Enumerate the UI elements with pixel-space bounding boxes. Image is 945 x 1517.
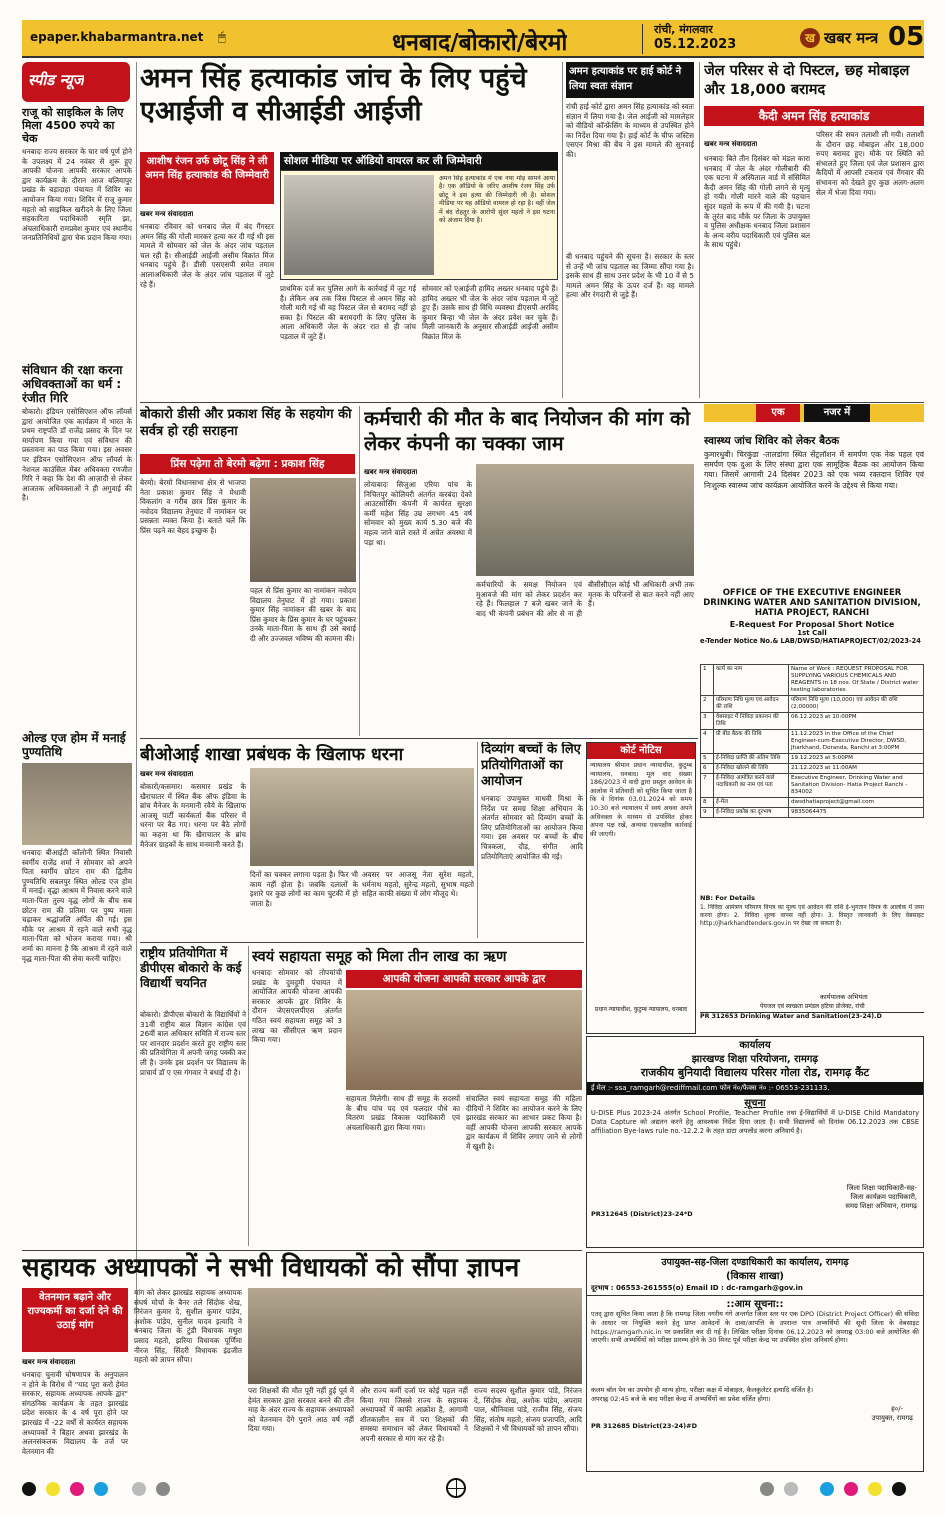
tender-office: DRINKING WATER AND SANITATION DIVISION, <box>703 598 921 608</box>
tender-cell: 8 <box>701 798 714 808</box>
boi-text: अवसर पर आजसू नेता सुरेश महतो, धर्मनाथ महतो, सुरेन्द्र महतो, सुभाष महतो सहित काफी संख्या में लोग मौजूद थे। <box>362 870 474 899</box>
audio-box-title: सोशल मीडिया पर ऑडियो वायरल कर ली जिम्मेवारी <box>280 152 558 170</box>
tender-cell: Executive Engineer, Drinking Water and Sanitation Division- Hatia Project Ranchi - 834002 <box>789 774 924 798</box>
column-divider <box>359 406 360 736</box>
tender-cell: परिमाण निधि मूल्य (10,000) एवं आवेदन की राशि (2,00000) <box>789 696 924 713</box>
tender-signer: पेयजल एवं स्वच्छता प्रमंडल हटिया प्रोजेक्ट, रांची <box>760 1003 865 1010</box>
bokaro-text: बेरमो। बेरमो विधानसभा क्षेत्र से भाजपा नेता प्रकाश कुमार सिंह ने मेधावी विकलांग व गरीब छात्र प्रिंस कुमार के नवोदय विद्यालय तेनुघाट में नामांकन पर प्रसन्नता व्यक्त किया है। बताते चलें कि प्रिंस पढ़ने का बेहद इच्छुक है। <box>140 478 246 535</box>
tender-cell: वेबसाइट में निविदा प्रकाशन की तिथि <box>714 713 789 730</box>
court-signature: प्रधान न्यायाधीश, कुटुम्ब न्यायालय, धनबाद <box>594 1006 688 1013</box>
brief-text: धनबादः बीआईटी कॉलोनी स्थित निवासी स्वर्गीय राजेंद्र शर्मा ने सोमवार को अपने पिता स्वर्गीय छोटन राम की द्वितीय पुण्यतिथि सबलपुर स्थित ओल्ड एज होम में मनाई। वृद्धा आश्रम में निवास करने वाले माता-पिता तुल्य वृद्ध लोगों के बीच सब छोटन राम की प्रतिमा पर पुष्प माला चढ़ाकर श्रद्धांजलि अर्पित की गई। इस मौके पर आश्रम में रहने वाले सभी वृद्ध माता-पिता को भोजन कराया गया। श्री शर्मा का मानना है कि आश्रम में रहने वाले वृद्ध माता-पिता की सेवा करनी चाहिए। <box>22 848 132 963</box>
shg-text: सहायता मिलेगी। साथ ही समूह के सदस्यों के बीच पांच पद एवं फलदार पौधे का वितरण प्रखंड विकास पदाधिकारी एवं अंचलाधिकारी द्वारा किया गया। <box>346 1094 460 1132</box>
tender-cell: 9 <box>701 808 714 818</box>
teacher-headline: सहायक अध्यापकों ने सभी विधायकों को सौंपा ज्ञापन <box>22 1253 520 1283</box>
tender-row <box>701 730 924 754</box>
teacher-text: धनबादः चुनावी घोषणापत्र के अनुपालन न होने के विरोध में "याद पूरा करो हेमंत सरकार, सहायक अध्यापक आपके द्वार" संगठनिक कार्यक्रम के तहत झारखंड प्रदेश सरकार के 4 वर्ष पूरा होने पर झारखंड में -22 वर्षों से कार्यरत सहायक अध्यापकों ने बिहार अथवा झारखंड के अलनसंकलक विद्यालय के तर्ज पर वेतनमान की <box>22 1370 128 1456</box>
ramgarh-email: ई मेल :- ssa_ramgarh@rediffmail.com फोन नं०/फैक्स नं० :- 06553-231133. <box>587 1082 923 1095</box>
tender-office: HATIA PROJECT, RANCHI <box>754 608 870 618</box>
brief-text: बोकारो। इंडियन एसोसिएशन ऑफ लॉयर्स द्वारा आयोजित एक कार्यक्रम में भारत के प्रथम राष्ट्रपति डॉ राजेंद्र प्रसाद के दिन पर मार्यापण किया गया एवं संविधान की प्रस्तावना का पाठ किया गया। इस अवसर पर इंडियन एसोसिएशन ऑफ लॉयर्स के नेशनल काउंसिल मेंबर अधिवक्ता रणजीत गिरि ने कहा कि देश की आज़ादी से लेकर आजतक अधिवक्ताओं ने ही अगुवाई की है। <box>22 407 132 503</box>
arms-text: परिसर की सघन तलाशी ली गयी। तलाशी के दौरान छह मोबाइल और 18,000 रुपए बरामद हुए। मौके पर स्थिति को संभालते हुए जिला एवं जेल प्रशासन द्वारा कैदियों में आपसी टकराव एवं गैंगवार की संभावना को देखते हुए कुछ अलग-अलग सेल में भेजा दिया गया। <box>816 130 924 197</box>
section-rule <box>140 738 698 739</box>
tender-cell: 5 <box>701 754 714 764</box>
divyang-text: धनबादः उपायुक्त माधवी मिश्रा के निर्देश पर समग्र शिक्षा अभियान के अंतर्गत सोमवार को दिव्यांग बच्चों के लिए प्रतियोगिताओं का आयोजन किया गया। इस अवसर पर बच्चों के बीच चित्रकला, दौड़, संगीत आदि प्रतियोगिताएं आयोजित की गईं। <box>481 794 583 861</box>
lead-text: धनबादः रविवार को धनबाद जेल में बंद गैंगस्टर अमन सिंह की गोली मारकर हत्या कर दी गई थी इस मामले में सोमवार को जेल के अंदर जांच पड़ताल चल रही है। सीआईडी आईजी असीम विक्रांत मिंज धनबाद पहुंचे हैं। डीसी एसएसपी समेत तमाम आलाअधिकारी जेल के अंदर जांच पड़ताल में जुटे रहे हैं। <box>140 222 274 289</box>
nazar-badge: नजर में <box>804 404 870 422</box>
arms-byline: खबर मन्त्र संवाददाता <box>704 140 758 148</box>
tender-title: E-Request For Proposal Short Notice <box>729 620 895 629</box>
divyang-headline: दिव्यांग बच्चों के लिए प्रतियोगिताओं का आयोजन <box>481 742 581 789</box>
tender-cell: ई-निविदा प्रकोष्ठ का दूरभाष <box>714 808 789 818</box>
ramgarh-notice <box>586 1036 924 1248</box>
shg-text: संचालित स्वयं सहायता समूह की महिला दीदियों ने शिविर का आयोजन करने के लिए झारखंड सरकार का आभार प्रकट किया है। वहीं आपकी योजना आपकी सरकार आपके द्वार कार्यक्रम में शिविर लगाए जाने से लोगों में खुशी है। <box>466 1094 582 1151</box>
vikas-sign: उपायुक्त, रामगढ़ <box>871 1413 913 1422</box>
column-divider <box>248 946 249 1246</box>
tender-row <box>701 774 924 798</box>
tender-cell: ई-मेल <box>714 798 789 808</box>
ramgarh-sign: जिला कार्यक्रम पदाधिकारी, <box>850 1193 917 1201</box>
masthead <box>22 20 924 58</box>
brief-headline: संविधान की रक्षा करना अधिवक्ताओं का धर्म : रंजीत गिरि <box>22 363 123 405</box>
vikas-body: एतद् द्वारा सूचित किया जाता है कि रामगढ़ जिला नगरीय गंगे अन्तर्गत जिला स्तर पर एक DPO (District Project Officer) की संविदा के आधार पर नियुक्ति करने हेतु प्राप्त आवेदनों के दावा/आपत्ति के उपरान्त पात्र अभ्यर्थियों की सूची जिला के वेबसाइट https://ramgarh.nic.in पर प्रकाशित कर दी गई है। लिखित परीक्षा दिनांक 06.12.2023 को अपराह्न 03:00 बजे आयोजित की जाएगी। सभी अभ्यर्थियों को परीक्षा प्रारम्भ होने के 30 मिनट पूर्व परीक्षा केन्द्र पर उपस्थित होना अनिवार्य होगा। <box>591 1310 919 1345</box>
bokaro-headline: बोकारो डीसी और प्रकाश सिंह के सहयोग की सर्वत्र हो रही सराहना <box>140 407 352 439</box>
boi-byline: खबर मन्त्र संवाददाता <box>140 770 194 778</box>
teacher-photo <box>248 1288 582 1384</box>
tender-cell: ई-निविदा आमंत्रित करने वाले पदाधिकारी का नाम एवं पता <box>714 774 789 798</box>
lead-byline: खबर मन्त्र संवाददाता <box>140 210 194 218</box>
brand-name: खबर मन्त्र <box>824 29 879 47</box>
worker-text: कर्मचारियों के समक्ष नियोजन एवं मुआवजे की मांग को लेकर प्रदर्शन कर रहे हैं। फिलहाल 7 बजे खबर जाने के बाद भी कंपनी प्रबंधन की ओर से ना ही बीसीसीएल कोई भी अधिकारी अभी तक मृतक के परिजनों से बात करने नहीं आए हैं। <box>476 580 694 618</box>
tender-note: 1. निविदा आमंत्रण परिमाण विपत्र का मूल्य एवं आवेदन की राशि ई-भुगतान विपत्र के आलोक में जमा करना होगा। 2. निविदा शुल्क वापस नहीं होगा। 3. विस्तृत जानकारी के लिए वेबसाइट http://jharkhandtenders.gov.in पर देखा जा सकता है। <box>700 904 924 927</box>
boi-text: बोकारो/कसमार। कसमार प्रखंड के खैराचातर में स्थित बैंक ऑफ इंडिया के ब्रांच मैनेजर के मनमानी रवैये के खिलाफ आजसू पार्टी कार्यकर्ता बैंक परिसर में धरना पर बैठ गए। धरना पर बैठे लोगों का कहना था कि खैराचातर के ब्रांच मैनेजर ग्राहकों के साथ मनमानी करते हैं। <box>140 782 246 849</box>
left-column <box>22 106 132 1326</box>
teacher-kicker: वेतनमान बढ़ाने और राज्यकर्मी का दर्जा देने की उठाई मांग <box>22 1288 128 1352</box>
shg-text: धनबादः सोमवार को तोपचांची प्रखंड के दुमदुमी पंचायत में आयोजित आपकी योजना आपकी सरकार आपके द्वार शिविर के दौरान जेएसएलपीएस अंतर्गत गठित स्वयं सहायता समूह को 3 लाख का सीसीएल ऋण प्रदान किया गया। <box>252 968 342 1045</box>
vikas-office: (विकास शाखा) <box>726 1271 784 1282</box>
tender-cell: 7 <box>701 774 714 798</box>
vikas-notice-title: ::आम सूचना:: <box>726 1299 784 1310</box>
epaper-url[interactable]: epaper.khabarmantra.net <box>30 30 204 44</box>
teacher-text: राज्य सदस्य सुशील कुमार पांडे, निरंजन दे, सिंदोक शेख, अशोक पांडेय, अपराम पाल, श्रीनिवास पांडे, राजीव सिंह, संजय सिंह, संतोष महतो, संजय प्रजापति, आदि शिक्षकों ने भी विधायकों को ज्ञापन सौंपा। <box>474 1386 582 1434</box>
tender-row <box>701 713 924 730</box>
tender-cell: 19.12.2023 at 5:00PM <box>789 754 924 764</box>
tender-row <box>701 798 924 808</box>
tender-row <box>701 696 924 713</box>
tender-row <box>701 764 924 774</box>
speed-news-badge: स्पीड न्यूज <box>22 62 130 102</box>
tender-cell: ई-निविदा खोलने की तिथि <box>714 764 789 774</box>
tender-pr: PR 312653 Drinking Water and Sanitation(23-24).D <box>700 1012 924 1020</box>
ek-nazar-bar <box>704 404 924 422</box>
shg-banner: आपकी योजना आपकी सरकार आपके द्वार <box>346 970 582 988</box>
dharna-photo <box>250 768 474 866</box>
column-divider <box>477 742 478 938</box>
ek-badge: एक <box>756 404 800 422</box>
header-divider <box>642 24 643 54</box>
lead-text: प्राथमिक दर्ज कर पुलिस आगे के कार्रवाई में जुट गई है। लेकिन अब तक जिस पिस्टल से अमन सिंह को गोली मारी गई थी वह पिस्टल जेल से बरामद नहीं हो सका है। पिस्टल की बरामदगी के लिए पुलिस के आला अधिकारी जेल के अंदर रात से ही जांच पड़ताल में जुटे हैं। <box>280 284 416 341</box>
car-photo <box>284 175 434 275</box>
tender-cell: 9835064475 <box>789 808 924 818</box>
teacher-text: और राज्य कर्मी दर्जा पर कोई पहल नहीं किया गया जिससे राज्य के सहायक अध्यापकों में काफी आक्रोश है, आगामी शीतकालीन सत्र में परा शिक्षकों की समस्या समाधान को लेकर विधायकों ने अपनी सरकार से मांग कर रहे हैं। <box>360 1386 468 1443</box>
section-title: धनबाद/बोकारो/बेरमो <box>392 30 568 56</box>
brief-headline: ओल्ड एज होम में मनाई पुण्यतिथि <box>22 731 126 759</box>
tender-notice <box>700 588 924 664</box>
vikas-contact: दूरभाष : 06553-261555(o) Email ID : dc-ramgarh@gov.in <box>587 1282 923 1296</box>
worker-headline: कर्मचारी की मौत के बाद नियोजन की मांग को लेकर कंपनी का चक्का जाम <box>364 407 691 455</box>
tender-row <box>701 665 924 696</box>
protest-photo <box>476 464 694 576</box>
court-text: न्यायालय श्रीमान प्रधान न्यायाधीश, कुटुम्ब न्यायालय, धनबाद। मूल वाद संख्या 186/2023 में वादी द्वारा प्रस्तुत आवेदन के आलोक में प्रतिवादी को सूचित किया जाता है कि वे दिनांक 03.01.2024 को समय 10:30 बजे न्यायालय में स्वयं अथवा अपने अधिवक्ता के माध्यम से उपस्थित होकर अपना पक्ष रखें, अन्यथा एकपक्षीय कार्रवाई की जाएगी। <box>590 762 692 838</box>
tender-cell: 1 <box>701 665 714 696</box>
bokaro-text: पहल से प्रिंस कुमार का नामांकन नवोदय विद्यालय तेनुघाट में हो गया। प्रकाश कुमार सिंह नामांकन की खबर के बाद प्रिंस कुमार के प्रिंस कुमार के घर पहुंचकर उनके माता-पिता के साथ ही उसे बधाई दी और उज्जवल भविष्य की कामना की। <box>250 586 356 643</box>
tender-cell: प्री बीड बैठक की तिथि <box>714 730 789 754</box>
vikas-notice <box>586 1252 924 1472</box>
tender-cell: 21.12.2023 at 11:00AM <box>789 764 924 774</box>
sports-text: बोकारो। डीपीएस बोकारो के विद्यार्थियों ने 31वीं राष्ट्रीय बाल विज्ञान कांग्रेस एवं 26वीं बाल अधिकार समिति में राज्य स्तर पर शानदार प्रदर्शन करते हुए राष्ट्रीय स्तर की प्रतियोगिता में अपनी जगह पक्की कर ली है। उनके इस प्रदर्शन पर विद्यालय के प्राचार्य डॉ ए एस गंगवार ने बधाई दी है। <box>140 1010 246 1077</box>
hc-headline-box: अमन हत्याकांड पर हाई कोर्ट ने लिया स्वतः संज्ञान <box>566 62 694 98</box>
sports-headline: राष्ट्रीय प्रतियोगिता में डीपीएस बोकारो के कई विद्यार्थी चयनित <box>140 946 242 990</box>
worker-byline: खबर मन्त्र संवाददाता <box>364 468 418 476</box>
section-rule <box>22 1250 582 1251</box>
ramgarh-body: U-DISE Plus 2023-24 अंतर्गत School Profile, Teacher Profile तथा ई-विद्यार्थियों में U-DISE Child Mandatory Data Capture को अद्यतन करने हेतु आवश्यक निर्देश दिया जाता है। सभी विद्यालयों को दिनांक 06.12.2023 तक CBSE affiliation Bye-laws rule no.-12.2.2 के तहत डाटा अपलोड करना अनिवार्य है। <box>591 1109 919 1135</box>
registration-mark-icon <box>446 1478 466 1498</box>
boi-text: दिनों का चक्कर लगाना पड़ता है। फिर भी काम नहीं होता है। जबकि दलालों के इशारे पर कुछ लोगों का काम चुटकी में हो जाता है। <box>250 870 358 908</box>
ramgarh-pr: PR312645 (District)23-24*D <box>591 1210 693 1218</box>
tender-cell: कार्य का नाम <box>714 665 789 696</box>
court-notice <box>586 742 696 1034</box>
audio-text: अमन सिंह हत्याकांड में एक नया मोड़ सामने आया है। एक ऑडियो के जरिए आशीष रंजन सिंह उर्फ छोटू ने इस हत्या की जिम्मेदारी ली है। सोशल मीडिया पर यह ऑडियो वायरल हो रहा है। वहीं जेल में बंद रोहतुर के आरोपी सुंदर महतो ने इस घटना को अंजाम दिया है। <box>439 175 555 225</box>
tender-call: 1st Call <box>797 629 827 637</box>
bokaro-kicker: प्रिंस पढ़ेगा तो बेरमो बढ़ेगा : प्रकाश सिंह <box>140 454 355 474</box>
health-text: कुमारधुबी। चिरकुंडा -तालडांगा स्थित सेंट्रलॉशन में समर्पण एक नेक पहल एवं समर्पण एक दुआ के लिए संस्था द्वारा एक सामूहिक बैठक का आयोजन किया गया। जिसमें आगामी 24 दिसंबर 2023 को एक भव्य रक्तदान शिविर एवं निःशुल्क स्वास्थ्य जांच कार्यक्रम आयोजित करने के उद्देश्य से किया गया। <box>704 450 924 490</box>
prince-photo <box>250 478 356 582</box>
tender-cell: 06.12.2023 at 10:00PM <box>789 713 924 730</box>
ramgarh-office: राजकीय बुनियादी विद्यालय परिसर गोला रोड, रामगढ़ कैंट <box>640 1066 870 1079</box>
ramgarh-office: कार्यालय <box>739 1040 771 1051</box>
tender-cell: 6 <box>701 764 714 774</box>
teacher-text: परा शिक्षकों की मौत पूरी नहीं हुई पूर्व में हेमंत सरकार द्वारा सरकार बनने की तीन माह के अंदर राज्य के सहायक अध्यापकों को वेतनमान देंगे पुराने आठ वर्ष नहीं दिया गया। <box>248 1386 354 1434</box>
vikas-bullet: कलम बॉल पेन का उपयोग ही मान्य होगा, परीक्षा कक्ष में मोबाइल, कैलकुलेटर इत्यादि वर्जित है। <box>591 1386 814 1394</box>
hc-text: रांची हाई कोर्ट द्वारा अमन सिंह हत्याकांड को स्वतः संज्ञान में लिया गया है। जेल आईजी को मामलेहार को वीडियो कॉन्फ्रेंसिंग के माध्यम से उपस्थित होने का निर्देश दिया गया है। हाई कोर्ट के चीफ जस्टिस एसएन मिश्रा की बेंच ने इस मामले की सुनवाई की। <box>566 102 694 159</box>
tender-footnote: NB: For Details <box>700 894 755 902</box>
tender-table <box>700 664 924 894</box>
vikas-bullet: अपराह्न 02:45 बजे के बाद परीक्षा केन्द्र में अभ्यर्थियों का प्रवेश वर्जित होगा। <box>591 1394 771 1403</box>
teacher-byline: खबर मन्त्र संवाददाता <box>22 1358 76 1366</box>
khabar-mantra-logo: ख <box>800 28 820 48</box>
tender-row <box>701 808 924 818</box>
brief-text: धनबादः राज्य सरकार के चार वर्ष पूर्ण होने के उपलक्ष्य में 24 नवंबर से शुरू हुए आपकी योजना आपकी सरकार आपके द्वार कार्यक्रम के दौरान आज बलियापुर प्रखंड के बड़ादाहा पंचायत में शिविर का आयोजन किया गया। शिविर में राजू कुमार महतो को साइकिल खरीदने के लिए जिला सहकारिता पदाधिकारी स्मृति झा, अंचलाधिकारी रामप्रवेश कुमार एवं स्थानीय जनप्रतिनिधियों द्वारा चेक प्रदान किया गया। <box>22 147 132 243</box>
ramgarh-notice-title: सूचना <box>744 1098 766 1109</box>
shg-headline: स्वयं सहायता समूह को मिला तीन लाख का ऋण <box>252 949 507 965</box>
tender-cell: 3 <box>701 713 714 730</box>
tender-cell: dwsdhatiaproject@gmail.com <box>789 798 924 808</box>
court-title: कोर्ट नोटिस <box>587 743 695 759</box>
ramgarh-sign: समग्र शिक्षा अभियान, रामगढ़ <box>845 1202 917 1210</box>
vikas-sign: ह०/- <box>891 1404 903 1413</box>
tender-cell: 2 <box>701 696 714 713</box>
teacher-text: मांग को लेकर झारखंड सहायक अध्यापक संघर्ष मोर्चा के बैनर तले सिंदोक शेख, निरंजन कुमार दे, सुशील कुमार पांडेय, अशोक पांडेय, सुनील यादव इत्यादि ने धनबाद जिला के टुंडी विधायक मथुरा प्रसाद महतो, झरिया विधायक पूर्णिमा नीरज सिंह, सिंदरी विधायक इंद्रजीत महतो को ज्ञापन सौंपा। <box>134 1288 242 1365</box>
tender-cell: 11.12.2023 in the Office of the Chief Engineer-cum-Executive Director, DWSD, Jharkhand, Doranda, Ranchi at 3:00PM <box>789 730 924 754</box>
health-headline: स्वास्थ्य जांच शिविर को लेकर बैठक <box>704 435 840 447</box>
column-divider <box>699 62 700 398</box>
lead-headline: अमन सिंह हत्याकांड जांच के लिए पहुंचे एआईजी व सीआईडी आईजी <box>140 63 527 127</box>
section-rule <box>140 942 584 943</box>
old-age-home-photo <box>22 763 132 845</box>
registration-dots-left <box>22 1480 222 1500</box>
tender-cell: Name of Work : REQUEST PROPOSAL FOR SUPPLYING VARIOUS CHEMICALS AND REAGENTS in 18 nos. Of State / District water testing laboratories <box>789 665 924 696</box>
worker-text: लोयाबादः सिजुआ एरिया पांच के निचितपुर कोलियरी अंतर्गत करबंदा देको आउटसोर्सिंग कंपनी में कार्यरत सुरक्षा कर्मी महेश सिंह उम्र लगभग 45 वर्ष सोमवार को मुख्य कार्य 5.30 बजे की महत्व जाने वाले रास्ते में अचेत अवस्था में पड़ा था। <box>364 480 472 547</box>
page-number: 05 <box>888 22 924 52</box>
ramgarh-sign: जिला शिक्षा पदाधिकारी-सह- <box>846 1184 917 1192</box>
arms-sub: कैदी अमन सिंह हत्याकांड <box>704 106 924 126</box>
tender-signer: कार्यपालक अभियंता <box>820 993 868 1001</box>
audio-box <box>280 170 558 280</box>
tender-cell: परिमाण निधि मूल्य एवं आवेदन की राशि <box>714 696 789 713</box>
boi-headline: बीओआई शाखा प्रबंधक के खिलाफ धरना <box>140 745 404 765</box>
tender-notice-no: e-Tender Notice No.& LAB/DWSD/HATIAPROJECT/02/2023-24 <box>700 637 921 645</box>
arms-headline: जेल परिसर से दो पिस्टल, छह मोबाइल और 18,000 बरामद <box>704 63 910 98</box>
registration-dots-right <box>720 1480 920 1500</box>
vikas-office: उपायुक्त-सह-जिला दण्डाधिकारी का कार्यालय, रामगढ़ <box>661 1257 849 1268</box>
column-divider <box>562 62 563 398</box>
tender-cell: ई-निविदा प्राप्ति की अंतिम तिथि <box>714 754 789 764</box>
vikas-pr: PR 312685 District(23-24)#D <box>591 1421 697 1430</box>
tender-office: OFFICE OF THE EXECUTIVE ENGINEER <box>722 588 902 598</box>
hc-text: बी धनबाद पहुंचने की सूचना है। सरकार के स्तर से उन्हें भी जांच पड़ताल का जिम्मा सौंपा गया है। इसके साथ ही साथ उत्तर प्रदेश के भी 10 वें से 5 मामले अमन सिंह के ऊपर दर्ज हैं। वह मामले हत्या और रंगदारी से जुड़े हैं। <box>566 252 694 300</box>
tender-cell: 4 <box>701 730 714 754</box>
arms-text: धनबादः बिते तीन दिसंबर को मंडल कारा धनबाद में जेल के अंदर गोलीबारी की एक घटना में अस्पिताल वार्ड में संसिमित कैदी अमन सिंह की गोली लगने से मृत्यु हो गयी। गोली मारने वाले की पहचान सुंदर महतो के रूप में की गयी है। घटना के तुरंत बाद मौके पर जिला के उपायुक्त व पुलिस अधीक्षक धनबाद जिला प्रशासन के अन्य वरीय पदाधिकारी एवं पुलिस बल के साथ पहुंचे। <box>704 154 810 250</box>
shg-photo <box>346 990 582 1090</box>
brief-headline: राजू को साइकिल के लिए मिला 4500 रुपये का चेक <box>22 106 124 145</box>
lead-kicker: आशीष रंजन उर्फ छोटू सिंह ने ली अमन सिंह हत्याकांड की जिम्मेवारी <box>140 152 274 204</box>
mouse-icon: 🖱 <box>218 30 226 45</box>
lead-text: सोमवार को एआईजी हामिद अख्तर धनबाद पहुंचे हैं। हामिद अख्तर भी जेल के अंदर जांच पड़ताल में जुटे हुए हैं। उसके साथ ही विधि व्यवस्था डीएसपी अरविंद कुमार बिन्हा भी जेल के अंदर प्रवेश कर चुके हैं। मिली जानकारी के अनुसार सीआईडी आईजी असीम विक्रांत मिंज के <box>422 284 558 341</box>
arms-photo <box>704 128 790 142</box>
column-divider <box>136 62 137 1332</box>
city-day: रांची, मंगलवार <box>654 23 713 36</box>
ramgarh-office: झारखण्ड शिक्षा परियोजना, रामगढ़ <box>691 1054 819 1065</box>
tender-table-grid <box>700 664 924 818</box>
tender-row <box>701 754 924 764</box>
issue-date: 05.12.2023 <box>654 37 737 52</box>
section-rule <box>140 402 924 403</box>
